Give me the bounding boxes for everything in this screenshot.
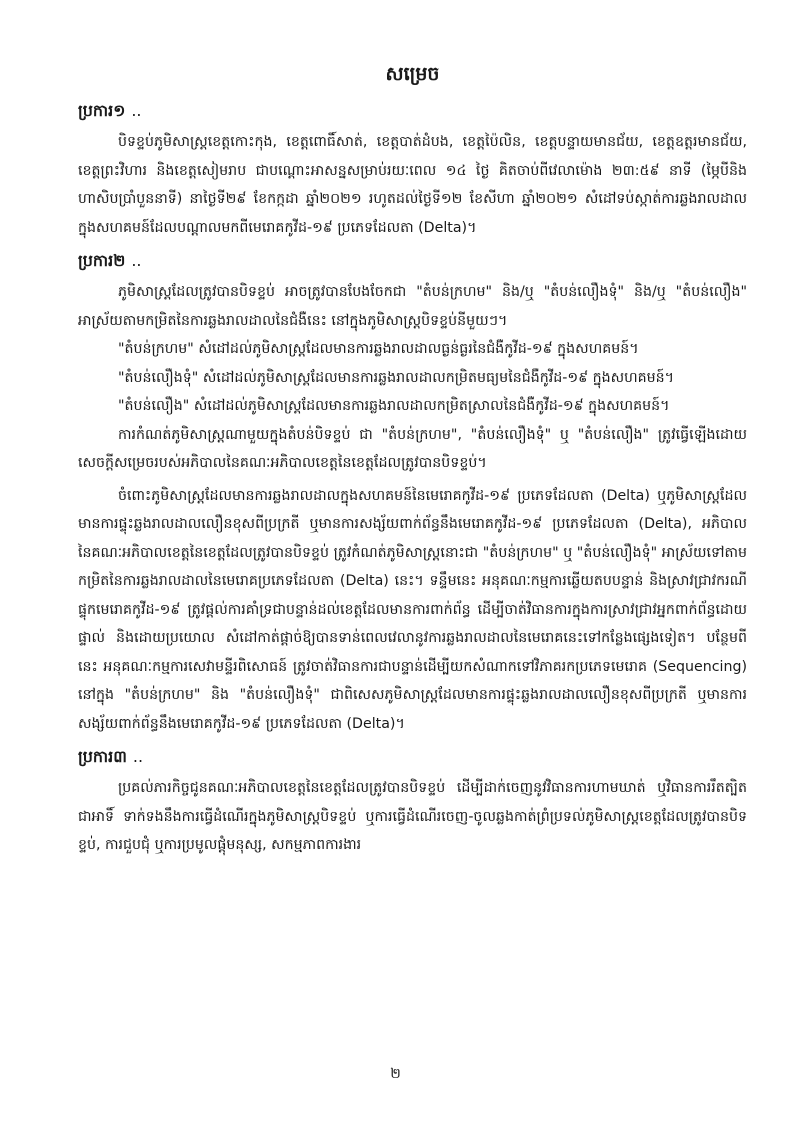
article-3-label: ប្រការ៣ [78, 747, 127, 766]
article-3-dots: .. [132, 747, 144, 766]
article-3-heading [78, 746, 747, 770]
article-1-heading [78, 100, 747, 124]
article-2-dots: .. [131, 251, 142, 270]
article-2-paragraph-red-zone: "តំបន់ក្រហម" សំដៅដល់ភូមិសាស្ត្រដែលមានការឆ្លងរាលដាលធ្ងន់ធ្ងរនៃជំងឺកូវីដ-១៩ ក្នុងសហគមន៍។ [118, 341, 639, 357]
article-2-paragraph-yellow-zone: "តំបន់លឿង" សំដៅដល់ភូមិសាស្ត្រដែលមានការឆ្លងរាលដាលកម្រិតស្រាលនៃជំងឺកូវីដ-១៩ ក្នុងសហគមន៍។ [118, 398, 670, 414]
article-2-paragraph-dark-yellow-zone: "តំបន់លឿងទុំ" សំដៅដល់ភូមិសាស្ត្រដែលមានការឆ្លងរាលដាលកម្រិតមធ្យមនៃជំងឺកូវីដ-១៩ ក្នុងសហគមន៍។ [118, 369, 675, 386]
page-number: ២ [390, 1066, 401, 1082]
article-1-paragraph: បិទខ្ទប់ភូមិសាស្ត្រខេត្តកោះកុង, ខេត្តពោធិ៍សាត់, ខេត្តបាត់ដំបង, ខេត្តប៉ៃលិន, ខេត្តបន្ទាយមានជ័យ, ខេត្តឧត្តរមានជ័យ, ខេត្តព្រះវិហារ និងខេត្តសៀមរាប ជាបណ្ដោះអាសន្នសម្រាប់រយៈពេល ១៤ ថ្ងៃ គិតចាប់ពីវេលាម៉ោង ២៣:៥៩ នាទី (ម្ភៃបីនិងហាសិបប្រាំបួននាទី) នាថ្ងៃទី២៩ ខែកក្កដា ឆ្នាំ២០២១ រហូតដល់ថ្ងៃទី១២ ខែសីហា ឆ្នាំ២០២១ សំដៅទប់ស្កាត់ការឆ្លងរាលដាលក្នុងសហគមន៍ដែលបណ្ដាលមកពីមេរោគកូវីដ-១៩ ប្រភេទដែលតា (Delta)។ [78, 134, 747, 236]
article-2-label: ប្រការ២ [78, 251, 126, 270]
article-2-paragraph-zones: ភូមិសាស្ត្រដែលត្រូវបានបិទខ្ទប់ អាចត្រូវបានបែងចែកជា "តំបន់ក្រហម" និង/ឬ "តំបន់លឿងទុំ" និង/ឬ "តំបន់លឿង" អាស្រ័យតាមកម្រិតនៃការឆ្លងរាលដាលនៃជំងឺនេះ នៅក្នុងភូមិសាស្ត្របិទខ្ទប់នីមួយៗ។ [78, 284, 747, 329]
article-3-paragraph: ប្រគល់ភារកិច្ចជូនគណៈអភិបាលខេត្តនៃខេត្តដែលត្រូវបានបិទខ្ទប់ ដើម្បីដាក់ចេញនូវវិធានការហាមឃាត់ ឬវិធានការរឹតត្បិត ជាអាទិ៍ ទាក់ទងនឹងការធ្វើដំណើរក្នុងភូមិសាស្ត្របិទខ្ទប់ ឬការធ្វើដំណើរចេញ-ចូលឆ្លងកាត់ព្រំប្រទល់ភូមិសាស្ត្រខេត្តដែលត្រូវបានបិទខ្ទប់, ការជួបជុំ ឬការប្រមូលផ្តុំមនុស្ស, សកម្មភាពការងារ [78, 780, 747, 853]
article-2-heading [78, 250, 747, 274]
article-1-label: ប្រការ១ [78, 101, 126, 120]
article-2-paragraph-designation: ការកំណត់ភូមិសាស្ត្រណាមួយក្នុងតំបន់បិទខ្ទប់ ជា "តំបន់ក្រហម", "តំបន់លឿងទុំ" ឬ "តំបន់លឿង" ត្រូវធ្វើឡើងដោយសេចក្តីសម្រេចរបស់អភិបាលនៃគណៈអភិបាលខេត្តនៃខេត្តដែលត្រូវបានបិទខ្ទប់។ [78, 426, 747, 471]
page-title: សម្រេច [385, 63, 440, 85]
article-1-dots: .. [131, 101, 142, 120]
article-2-paragraph-delta: ចំពោះភូមិសាស្ត្រដែលមានការឆ្លងរាលដាលក្នុងសហគមន៍នៃមេរោគកូវីដ-១៩ ប្រភេទដែលតា (Delta) ឬភូមិសាស្ត្រដែលមានការផ្ទុះឆ្លងរាលដាលលឿនខុសពីប្រក្រតី ឬមានការសង្ស័យពាក់ព័ន្ធនឹងមេរោគកូវីដ-១៩ ប្រភេទដែលតា (Delta), អភិបាលនៃគណៈអភិបាលខេត្តនៃខេត្តដែលត្រូវបានបិទខ្ទប់ ត្រូវកំណត់ភូមិសាស្ត្រនោះជា "តំបន់ក្រហម" ឬ "តំបន់លឿងទុំ" អាស្រ័យទៅតាមកម្រិតនៃការឆ្លងរាលដាលនៃមេរោគប្រភេទដែលតា (Delta) នេះ។ ទន្ទឹមនេះ អនុគណៈកម្មការឆ្លើយតបបន្ទាន់ និងស្រាវជ្រាវករណីផ្ទុកមេរោគកូវីដ-១៩ ត្រូវផ្តល់ការគាំទ្រជាបន្ទាន់ដល់ខេត្តដែលមានការពាក់ព័ន្ធ ដើម្បីចាត់វិធានការក្នុងការស្រាវជ្រាវអ្នកពាក់ព័ន្ធដោយផ្ទាល់ និងដោយប្រយោល សំដៅកាត់ផ្តាច់ឱ្យបានទាន់ពេលវេលានូវការឆ្លងរាលដាលនៃមេរោគនេះទៅកន្លែងផ្សេងទៀត។ បន្ថែមពីនេះ អនុគណៈកម្មការសេវាមន្ទីរពិសោធន៍ ត្រូវចាត់វិធានការជាបន្ទាន់ដើម្បីយកសំណាកទៅវិភាគរកប្រភេទមេរោគ (Sequencing) នៅក្នុង "តំបន់ក្រហម" និង "តំបន់លឿងទុំ" ជាពិសេសភូមិសាស្ត្រដែលមានការផ្ទុះឆ្លងរាលដាលលឿនខុសពីប្រក្រតី ឬមានការសង្ស័យពាក់ព័ន្ធនឹងមេរោគកូវីដ-១៩ ប្រភេទដែលតា (Delta)។ [78, 487, 747, 732]
